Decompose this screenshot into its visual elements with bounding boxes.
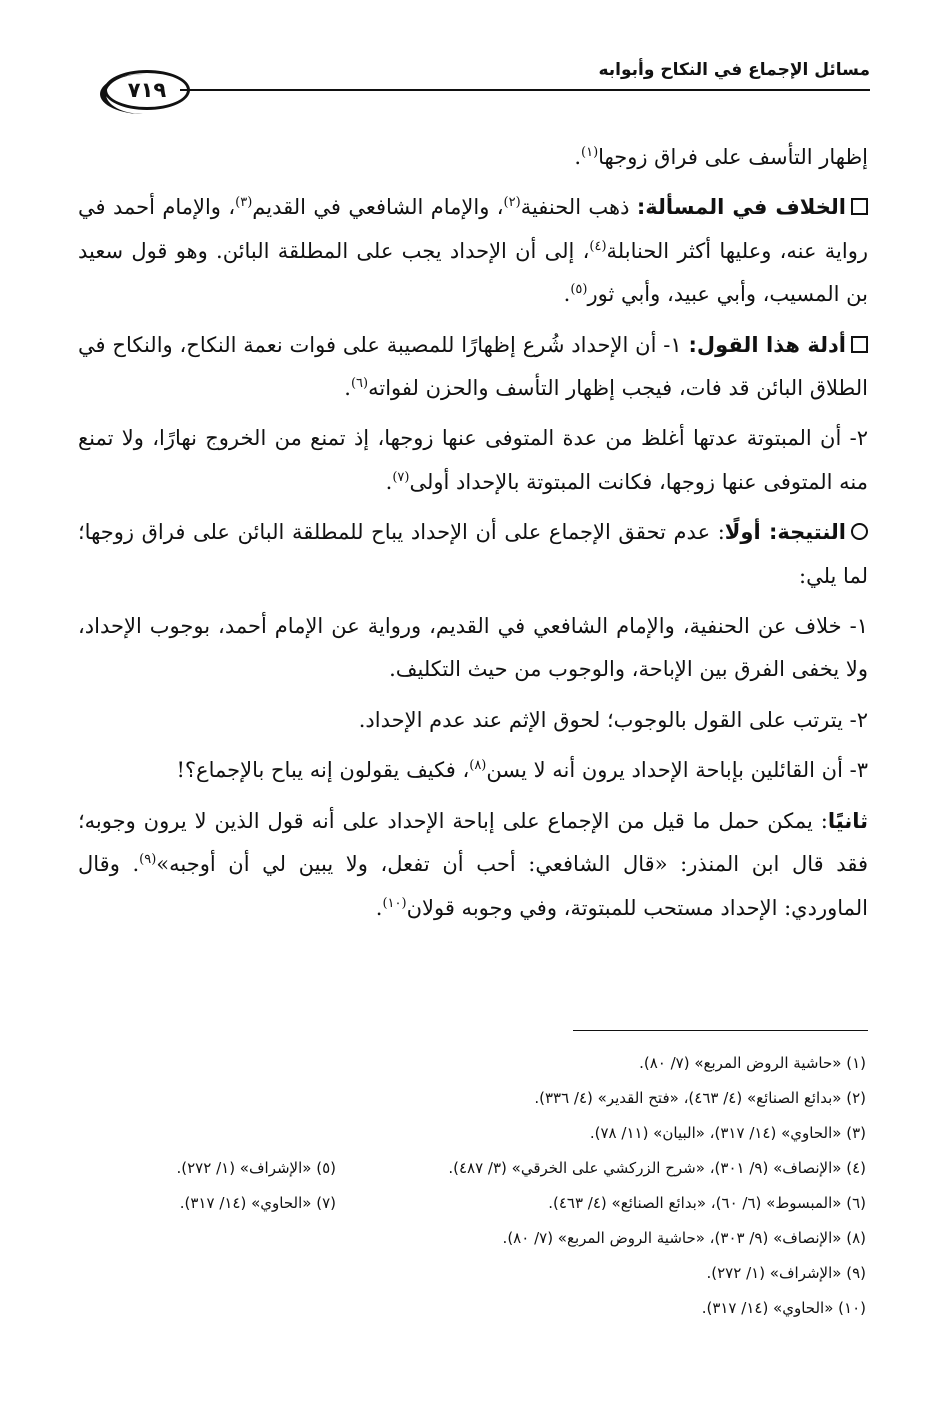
- section-label-disagreement: الخلاف في المسألة:: [636, 195, 846, 220]
- footnote-2: [76, 1081, 866, 1116]
- paragraph-end: .: [563, 282, 571, 307]
- footnote-text: (٧) «الحاوي» (١٤/ ٣١٧).: [179, 1194, 336, 1212]
- footnote-ref-6[interactable]: (٦): [350, 376, 369, 392]
- paragraph-result-3: [78, 749, 868, 792]
- footnote-text: (٣) «الحاوي» (١٤/ ٣١٧)، «البيان» (١١/ ٧٨).: [589, 1124, 866, 1142]
- footnote-ref-7[interactable]: (٧): [392, 469, 410, 485]
- paragraph-text: ، والإمام أحمد في رواية عنه، وعليها أكثر الحنابلة: [78, 195, 868, 263]
- square-bullet-icon: [851, 336, 868, 353]
- footnote-text: (٦) «المبسوط» (٦/ ٦٠)، «بدائع الصنائع» (٤/ ٤٦٣).: [548, 1194, 866, 1212]
- circle-bullet-icon: [851, 523, 868, 540]
- footnotes: [76, 1046, 866, 1326]
- section-label-first: أولًا: [724, 520, 769, 545]
- paragraph-text: ٢- يترتب على القول بالوجوب؛ لحوق الإثم عند عدم الإحداد.: [358, 707, 868, 732]
- paragraph-result-1: [78, 605, 868, 692]
- footnote-3: [76, 1116, 866, 1151]
- footnote-ref-2[interactable]: (٢): [503, 195, 521, 211]
- header-rule: [180, 89, 870, 91]
- footnote-ref-1[interactable]: (١): [581, 145, 599, 160]
- footnote-ref-5[interactable]: (٥): [570, 282, 588, 298]
- footnote-4-5: [76, 1151, 866, 1186]
- section-label-evidence: أدلة هذا القول:: [688, 332, 846, 357]
- paragraph-disagreement: [78, 186, 868, 316]
- footnote-1: [76, 1046, 866, 1081]
- section-label-result: النتيجة:: [768, 520, 847, 545]
- main-text: [78, 136, 868, 930]
- footnote-ref-4[interactable]: (٤): [589, 238, 607, 254]
- paragraph-text: ١- خلاف عن الحنفية، والإمام الشافعي في القديم، ورواية عن الإمام أحمد، بوجوب الإحداد، ولا يخفى الفرق بين الإباحة، والوجوب من حيث التكليف.: [78, 614, 868, 682]
- paragraph-text: ، والإمام الشافعي في القديم: [252, 195, 504, 220]
- paragraph-end: .: [574, 145, 581, 169]
- footnote-text: (١) «حاشية الروض المربع» (٧/ ٨٠).: [639, 1054, 866, 1072]
- paragraph-end: .: [344, 376, 351, 401]
- paragraph-text: إظهار التأسف على فراق زوجها: [598, 145, 868, 169]
- paragraph-text: ١- أن الإحداد شُرع إظهارًا للمصيبة على فوات نعمة النكاح، والنكاح في الطلاق البائن قد فات، فيجب إظهار التأسف والحزن لفواته: [78, 332, 868, 401]
- footnote-8: [76, 1221, 866, 1256]
- paragraph-text: ، فكيف يقولون إنه يباح بالإجماع؟!: [176, 758, 470, 783]
- paragraph-text: ذهب الحنفية: [520, 195, 637, 220]
- footnote-ref-10[interactable]: (١٠): [382, 895, 407, 911]
- paragraph-end: .: [375, 895, 383, 920]
- footnote-ref-3[interactable]: (٣): [235, 195, 253, 211]
- paragraph-text: ، إلى أن الإحداد يجب على المطلقة البائن. وهو قول سعيد بن المسيب، وأبي عبيد، وأبي ثور: [78, 238, 868, 307]
- footnote-10: [76, 1291, 866, 1326]
- paragraph-result: [78, 511, 868, 598]
- footnote-text: (٢) «بدائع الصنائع» (٤/ ٤٦٣)، «فتح القدير» (٤/ ٣٣٦).: [534, 1089, 866, 1107]
- footnote-separator: [573, 1030, 868, 1031]
- paragraph-0: [78, 136, 868, 179]
- page-number: ٧١٩: [104, 70, 190, 110]
- running-header-title: مسائل الإجماع في النكاح وأبوابه: [598, 60, 870, 80]
- footnote-ref-8[interactable]: (٨): [469, 758, 487, 774]
- paragraph-end: .: [385, 469, 393, 494]
- paragraph-text: ٣- أن القائلين بإباحة الإحداد يرون أنه لا يسن: [486, 758, 868, 783]
- square-bullet-icon: [851, 198, 868, 215]
- footnote-text: (٨) «الإنصاف» (٩/ ٣٠٣)، «حاشية الروض المربع» (٧/ ٨٠).: [502, 1229, 866, 1247]
- paragraph-result-2: [78, 699, 868, 742]
- footnote-9: [76, 1256, 866, 1291]
- paragraph-text: : يمكن حمل ما قيل من الإجماع على إباحة الإحداد على أنه قول الذين لا يرون وجوبه؛ فقد قال ابن المنذر: «قال الشافعي: أحب أن تفعل، ولا يبين لي أن أوجبه»: [78, 808, 868, 877]
- paragraph-second: [78, 800, 868, 930]
- footnote-text: (١٠) «الحاوي» (١٤/ ٣١٧).: [701, 1299, 866, 1317]
- paragraph-evidence: [78, 324, 868, 411]
- section-label-second: ثانيًا: [827, 808, 868, 833]
- paragraph-text: . وقال الماوردي: الإحداد مستحب للمبتوتة، وفي وجوبه قولان: [78, 852, 868, 920]
- footnote-text: (٤) «الإنصاف» (٩/ ٣٠١)، «شرح الزركشي على الخرقي» (٣/ ٤٨٧).: [448, 1159, 866, 1177]
- paragraph-text: ٢- أن المبتوتة عدتها أغلظ من عدة المتوفى عنها زوجها، إذ تمنع من الخروج نهارًا، ولا تمنع منه المتوفى عنها زوجها، فكانت المبتوتة بالإحداد أولى: [78, 426, 868, 494]
- footnote-text: (٩) «الإشراف» (١/ ٢٧٢).: [706, 1264, 866, 1282]
- footnote-6-7: [76, 1186, 866, 1221]
- paragraph-evidence-2: [78, 417, 868, 504]
- paragraph-text: : عدم تحقق الإجماع على أن الإحداد يباح للمطلقة البائن على فراق زوجها؛ لما يلي:: [78, 520, 868, 588]
- footnote-ref-9[interactable]: (٩): [139, 852, 157, 868]
- footnote-text: (٥) «الإشراف» (١/ ٢٧٢).: [176, 1159, 336, 1177]
